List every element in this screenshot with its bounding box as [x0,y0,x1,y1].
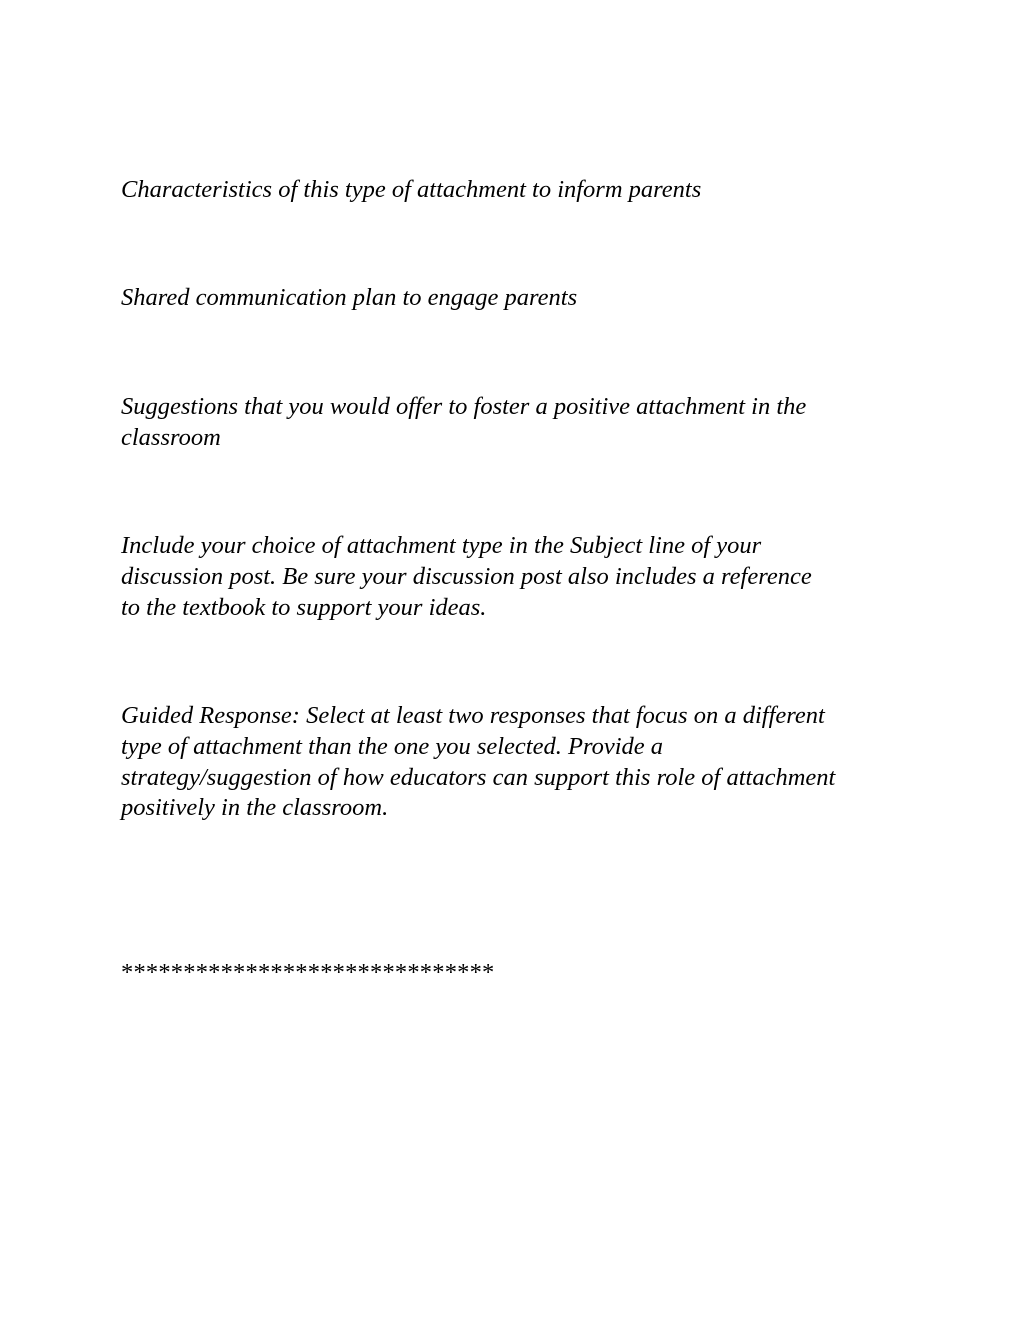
communication-plan-paragraph [121,283,921,314]
guided-response-paragraph [121,701,921,824]
text-line: discussion post. Be sure your discussion post also includes a reference [121,562,812,590]
text-line: to the textbook to support your ideas. [121,593,487,621]
text-line: positively in the classroom. [121,794,389,822]
text-line: type of attachment than the one you selected. Provide a [121,732,664,760]
text-line: Include your choice of attachment type in the Subject line of your [121,532,762,559]
text-line: Shared communication plan to engage parents [121,284,578,311]
subject-line-instructions-paragraph [121,531,921,623]
characteristics-paragraph [121,175,921,206]
suggestions-paragraph [121,392,921,454]
text-line: strategy/suggestion of how educators can support this role of attachment [121,763,836,791]
asterisk-separator: ****************************** [121,959,495,986]
text-line: classroom [121,423,221,451]
text-line: Characteristics of this type of attachment to inform parents [121,176,702,203]
text-line: Suggestions that you would offer to foster a positive attachment in the [121,393,807,420]
text-line: Guided Response: Select at least two responses that focus on a different [121,702,825,729]
